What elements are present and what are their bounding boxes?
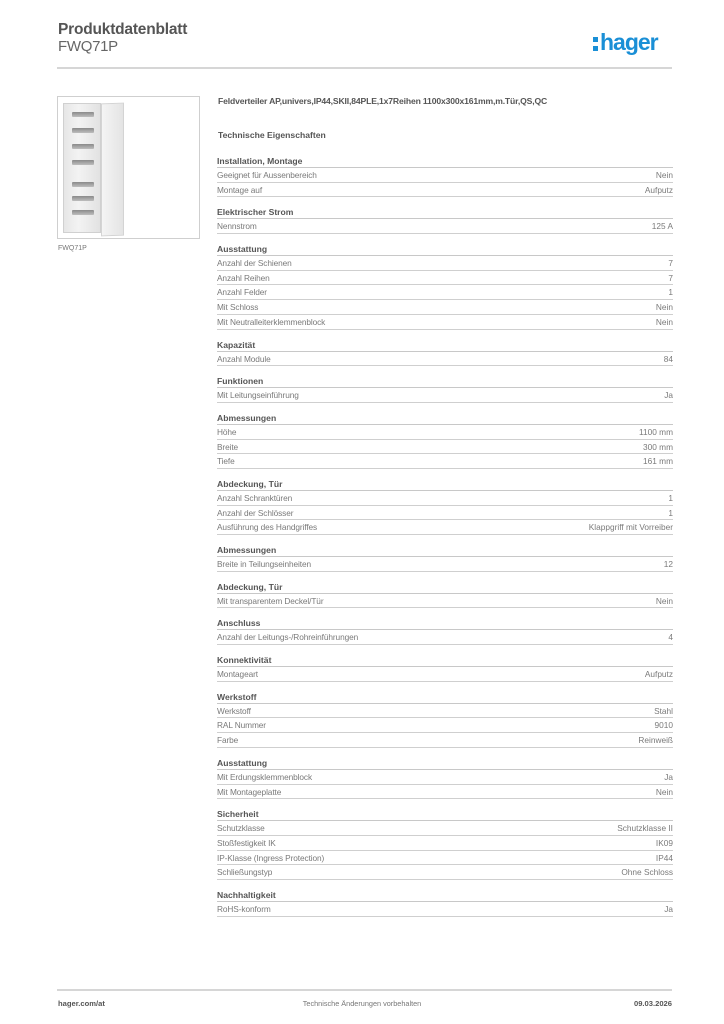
header-divider xyxy=(57,67,672,69)
spec-label: Anzahl Reihen xyxy=(217,272,270,283)
spec-value: 1100 mm xyxy=(639,426,673,437)
spec-row xyxy=(217,865,673,880)
spec-row xyxy=(217,425,673,440)
spec-row xyxy=(217,168,673,183)
product-code: FWQ71P xyxy=(58,38,118,55)
section-heading: Ausstattung xyxy=(217,243,673,256)
section-heading: Abmessungen xyxy=(217,544,673,557)
spec-label: RAL Nummer xyxy=(217,720,266,731)
document-title: Produktdatenblatt xyxy=(58,21,188,38)
spec-value: Aufputz xyxy=(644,184,673,195)
spec-row xyxy=(217,902,673,917)
spec-section xyxy=(217,412,673,469)
spec-value: Nein xyxy=(655,595,673,606)
spec-row xyxy=(217,352,673,367)
spec-label: Anzahl Felder xyxy=(217,287,267,298)
spec-value: 125 A xyxy=(651,221,673,232)
logo-colon-icon xyxy=(593,37,598,51)
spec-label: Höhe xyxy=(217,426,237,437)
spec-value: 4 xyxy=(668,632,673,643)
spec-row xyxy=(217,219,673,234)
spec-row xyxy=(217,594,673,609)
spec-value: Aufputz xyxy=(644,669,673,680)
spec-label: Breite in Teilungseinheiten xyxy=(217,559,312,569)
spec-value: 7 xyxy=(668,272,673,283)
spec-row xyxy=(217,256,673,271)
spec-row xyxy=(217,630,673,645)
section-heading: Funktionen xyxy=(217,375,673,388)
spec-value: Schutzklasse II xyxy=(617,823,673,834)
spec-section xyxy=(217,654,673,682)
spec-row xyxy=(217,271,673,286)
spec-label: Anzahl Module xyxy=(217,353,271,364)
spec-section xyxy=(217,691,673,748)
spec-label: Stoßfestigkeit IK xyxy=(217,837,276,848)
spec-row xyxy=(217,851,673,866)
spec-value: Stahl xyxy=(654,705,673,716)
spec-label: Mit Erdungsklemmenblock xyxy=(217,771,312,782)
spec-section xyxy=(217,339,673,367)
section-heading: Ausstattung xyxy=(217,757,673,770)
spec-label: Mit transparentem Deckel/Tür xyxy=(217,595,324,606)
spec-value: 1 xyxy=(668,492,673,503)
spec-row xyxy=(217,315,673,330)
spec-row xyxy=(217,667,673,682)
image-caption: FWQ71P xyxy=(58,245,87,252)
spec-row xyxy=(217,520,673,535)
spec-value: Ja xyxy=(664,390,673,401)
section-heading: Abmessungen xyxy=(217,412,673,425)
footer-date: 09.03.2026 xyxy=(633,999,672,1008)
spec-label: Schließungstyp xyxy=(217,867,273,878)
spec-row xyxy=(217,183,673,198)
spec-row xyxy=(217,454,673,469)
spec-label: IP-Klasse (Ingress Protection) xyxy=(217,852,325,863)
spec-value: Nein xyxy=(655,316,673,327)
spec-value: Reinweiß xyxy=(638,735,673,746)
specifications-table xyxy=(217,155,673,926)
spec-row xyxy=(217,557,673,572)
spec-row xyxy=(217,733,673,748)
spec-label: Anzahl der Schienen xyxy=(217,258,292,269)
spec-row xyxy=(217,718,673,733)
spec-value: Ohne Schloss xyxy=(621,867,673,878)
spec-row xyxy=(217,506,673,521)
spec-section xyxy=(217,478,673,535)
spec-label: Montageart xyxy=(217,669,258,680)
spec-label: Mit Leitungseinführung xyxy=(217,390,299,401)
spec-value: IK09 xyxy=(655,837,673,848)
spec-label: Farbe xyxy=(217,735,239,746)
spec-section xyxy=(217,617,673,645)
spec-section xyxy=(217,206,673,234)
spec-label: RoHS-konform xyxy=(217,903,271,914)
spec-label: Mit Montageplatte xyxy=(217,786,282,797)
product-image xyxy=(57,96,200,239)
spec-row xyxy=(217,821,673,836)
product-description: Feldverteiler AP,univers,IP44,SKII,84PLE,1x7Reihen 1100x300x161mm,m.Tür,QS,QC xyxy=(218,96,548,106)
footer-divider xyxy=(57,989,672,991)
spec-section xyxy=(217,375,673,403)
spec-section xyxy=(217,808,673,880)
section-heading: Werkstoff xyxy=(217,691,673,704)
spec-row xyxy=(217,285,673,300)
spec-value: IP44 xyxy=(655,852,673,863)
spec-row xyxy=(217,704,673,719)
spec-label: Nennstrom xyxy=(217,221,257,232)
spec-value: Ja xyxy=(664,771,673,782)
cabinet-door-illustration xyxy=(101,103,124,237)
hager-logo xyxy=(593,28,658,56)
section-heading: Abdeckung, Tür xyxy=(217,478,673,491)
section-heading: Abdeckung, Tür xyxy=(217,581,673,594)
spec-value: 12 xyxy=(663,559,673,569)
section-heading: Kapazität xyxy=(217,339,673,352)
spec-value: Nein xyxy=(655,302,673,313)
section-heading: Anschluss xyxy=(217,617,673,630)
spec-label: Montage auf xyxy=(217,184,263,195)
spec-row xyxy=(217,388,673,403)
section-heading: Installation, Montage xyxy=(217,155,673,168)
spec-section xyxy=(217,581,673,609)
spec-section xyxy=(217,243,673,329)
spec-value: Nein xyxy=(655,170,673,180)
cabinet-body-illustration xyxy=(63,103,101,233)
technical-properties-heading: Technische Eigenschaften xyxy=(218,130,326,140)
spec-label: Ausführung des Handgriffes xyxy=(217,522,318,533)
spec-value: Klappgriff mit Vorreiber xyxy=(588,522,673,533)
spec-row xyxy=(217,836,673,851)
spec-label: Schutzklasse xyxy=(217,823,265,834)
spec-label: Anzahl der Leitungs-/Rohreinführungen xyxy=(217,632,359,643)
spec-value: Nein xyxy=(655,786,673,797)
spec-section xyxy=(217,889,673,917)
spec-row xyxy=(217,785,673,800)
spec-value: 161 mm xyxy=(643,456,673,467)
spec-value: 84 xyxy=(663,353,673,364)
spec-label: Anzahl Schranktüren xyxy=(217,492,293,503)
section-heading: Sicherheit xyxy=(217,808,673,821)
spec-value: 7 xyxy=(668,258,673,269)
section-heading: Elektrischer Strom xyxy=(217,206,673,219)
section-heading: Nachhaltigkeit xyxy=(217,889,673,902)
spec-label: Breite xyxy=(217,441,239,452)
spec-section xyxy=(217,155,673,197)
spec-row xyxy=(217,491,673,506)
spec-value: 1 xyxy=(668,507,673,518)
spec-section xyxy=(217,544,673,572)
spec-value: Ja xyxy=(664,903,673,914)
spec-label: Mit Schloss xyxy=(217,302,259,313)
spec-label: Mit Neutralleiterklemmenblock xyxy=(217,316,326,327)
spec-value: 300 mm xyxy=(643,441,673,452)
logo-text: hager xyxy=(600,28,658,55)
spec-row xyxy=(217,770,673,785)
spec-label: Tiefe xyxy=(217,456,235,467)
spec-value: 9010 xyxy=(654,720,673,731)
spec-label: Anzahl der Schlösser xyxy=(217,507,294,518)
spec-row xyxy=(217,440,673,455)
footer-website: hager.com/at xyxy=(58,999,105,1008)
footer-notice: Technische Änderungen vorbehalten xyxy=(302,999,422,1008)
spec-value: 1 xyxy=(668,287,673,298)
section-heading: Konnektivität xyxy=(217,654,673,667)
spec-label: Geeignet für Aussenbereich xyxy=(217,170,317,180)
spec-row xyxy=(217,300,673,315)
spec-section xyxy=(217,757,673,799)
spec-label: Werkstoff xyxy=(217,705,251,716)
